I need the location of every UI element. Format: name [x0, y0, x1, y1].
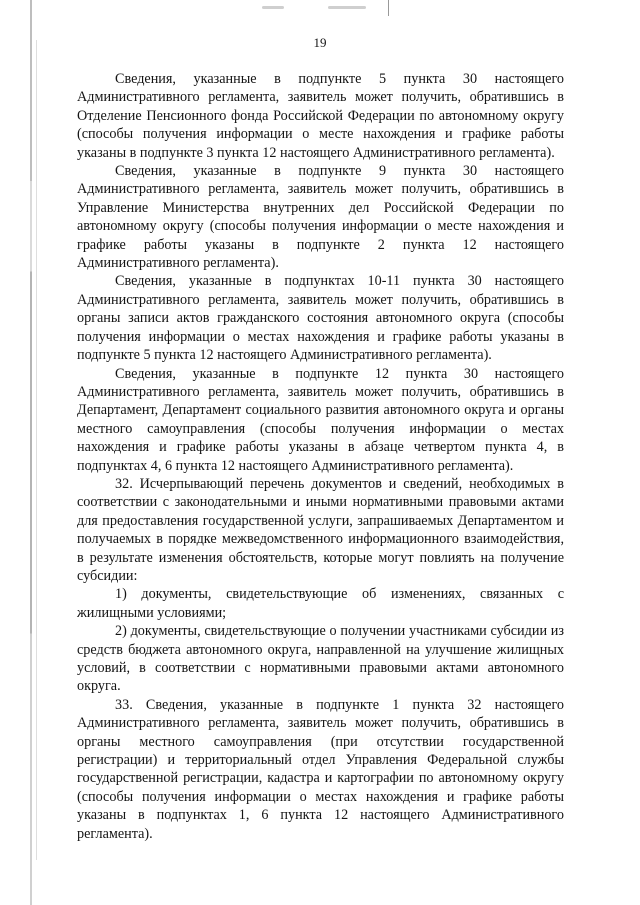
paragraph: Сведения, указанные в подпунктах 10-11 пункта 30 настоящего Административного регламента, заявитель может получить, обратившись в органы записи актов гражданского состояния автономного округа (способы получения информации о местах нахождения и графике работы указаны в подпункте 5 пункта 12 настоящего Административного регламента). [77, 273, 564, 364]
paragraph: 32. Исчерпывающий перечень документов и сведений, необходимых в соответствии с законодательными и иными нормативными правовыми актами для предоставления государственной услуги, запрашиваемых Департаментом и получаемых в порядке межведомственного информационного взаимодействия, в результате изменения обстоятельств, которые могут повлиять на получение субсидии: [77, 475, 564, 584]
scan-edge-line [36, 40, 37, 860]
scan-smudge [262, 6, 284, 9]
paragraph: Сведения, указанные в подпункте 9 пункта 30 настоящего Административного регламента, заявитель может получить, обратившись в Управление Министерства внутренних дел Российской Федерации по автономному округу (способы получения информации о месте нахождения и графике работы указаны в подпункте 2 пункта 12 настоящего Административного регламента). [77, 163, 564, 272]
scan-top-mark [388, 0, 389, 16]
paragraph: Сведения, указанные в подпункте 12 пункта 30 настоящего Административного регламента, заявитель может получить, обратившись в Департамент, Департамент социального развития автономного округа и органы местного самоуправления (способы получения информации о местах нахождения и графике работы указаны в абзаце четвертом пункта 4, в подпунктах 4, 6 пункта 12 настоящего Административного регламента). [77, 365, 564, 474]
paragraph: 33. Сведения, указанные в подпункте 1 пункта 32 настоящего Административного регламента, заявитель может получить, обратившись в органы местного самоуправления (при отсутствии государственной регистрации) и территориальный отдел Управления Федеральной службы государственной регистрации, кадастра и картографии по автономному округу (способы получения информации о местах нахождения и графике работы указаны в подпунктах 1, 6 пункта 12 настоящего Административного регламента). [77, 696, 564, 842]
page-number: 19 [313, 35, 327, 50]
document-body [77, 70, 564, 843]
list-item: 1) документы, свидетельствующие об изменениях, связанных с жилищными условиями; [77, 586, 564, 621]
scan-smudge [328, 6, 366, 9]
paragraph: Сведения, указанные в подпункте 5 пункта 30 настоящего Административного регламента, заявитель может получить, обратившись в Отделение Пенсионного фонда Российской Федерации по автономному округу (способы получения информации о месте нахождения и графике работы указаны в подпункте 3 пункта 12 настоящего Административного регламента). [77, 71, 564, 161]
scan-edge-shadow [30, 0, 32, 905]
list-item: 2) документы, свидетельствующие о получении участниками субсидии из средств бюджета автономного округа, направленной на улучшение жилищных условий, в соответствии с нормативными правовыми актами автономного округа. [77, 623, 564, 695]
